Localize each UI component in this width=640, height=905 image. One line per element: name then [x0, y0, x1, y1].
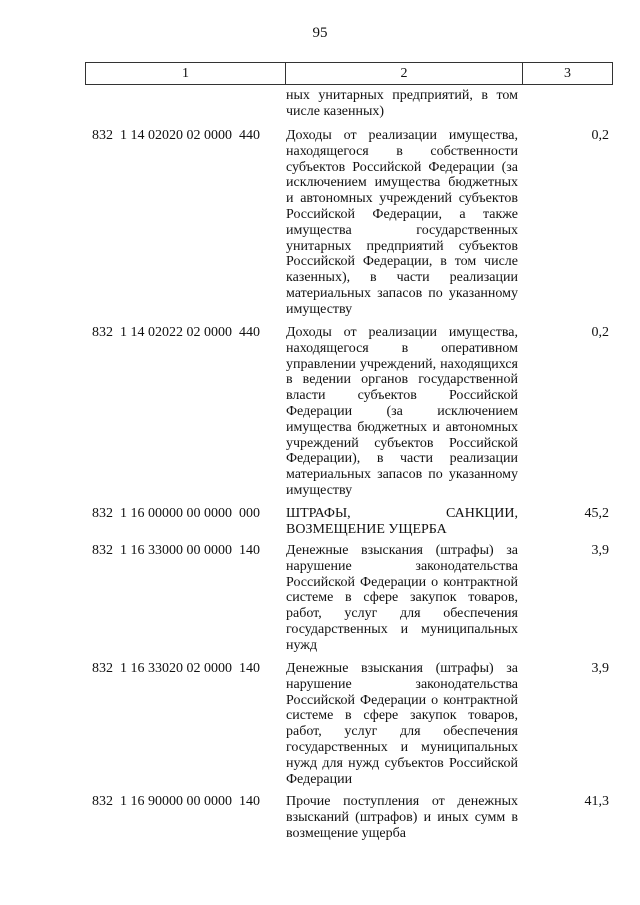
column-header-row — [85, 62, 613, 85]
row-amount: 3,9 — [591, 543, 609, 558]
page-number: 95 — [312, 25, 328, 41]
row-amount: 45,2 — [584, 506, 609, 521]
row-code: 832 1 14 02022 02 0000 440 — [92, 325, 260, 340]
row-description: Денежные взыскания (штрафы) за нарушение законодательства Российской Федерации о контрактной системе в сфере закупок товаров, работ, услуг для обеспечения государственных и муниципальных нужд для нужд субъектов Российской Федерации — [286, 661, 518, 787]
row-code: 832 1 16 00000 00 0000 000 — [92, 506, 260, 521]
row-code: 832 1 16 90000 00 0000 140 — [92, 794, 260, 809]
column-header-3: 3 — [523, 63, 613, 85]
row-description: Прочие поступления от денежных взысканий (штрафов) и иных сумм в возмещение ущерба — [286, 794, 518, 841]
row-description: ШТРАФЫ, САНКЦИИ, ВОЗМЕЩЕНИЕ УЩЕРБА — [286, 506, 518, 537]
row-description: ных унитарных предприятий, в том числе казенных) — [286, 88, 518, 119]
row-amount: 3,9 — [591, 661, 609, 676]
row-description: Доходы от реализации имущества, находящегося в оперативном управлении учреждений, находящихся в ведении органов государственной власти субъектов Российской Федерации (за исключением имущества бюджетных и автономных учреждений субъектов Российской Федерации), в части реализации материальных запасов по указанному имуществу — [286, 325, 518, 498]
column-header-1: 1 — [86, 63, 286, 85]
row-code: 832 1 14 02020 02 0000 440 — [92, 128, 260, 143]
row-description: Доходы от реализации имущества, находящегося в собственности субъектов Российской Федерации (за исключением имущества бюджетных и автономных учреждений субъектов Российской Федерации, а также имущества государственных унитарных предприятий субъектов Российской Федерации, в том числе казенных), в части реализации материальных запасов по указанному имуществу — [286, 128, 518, 317]
row-amount: 0,2 — [591, 128, 609, 143]
row-code: 832 1 16 33020 02 0000 140 — [92, 661, 260, 676]
row-code: 832 1 16 33000 00 0000 140 — [92, 543, 260, 558]
row-amount: 0,2 — [591, 325, 609, 340]
row-description: Денежные взыскания (штрафы) за нарушение законодательства Российской Федерации о контрактной системе в сфере закупок товаров, работ, услуг для обеспечения государственных и муниципальных нужд — [286, 543, 518, 653]
row-amount: 41,3 — [584, 794, 609, 809]
column-header-2: 2 — [286, 63, 523, 85]
